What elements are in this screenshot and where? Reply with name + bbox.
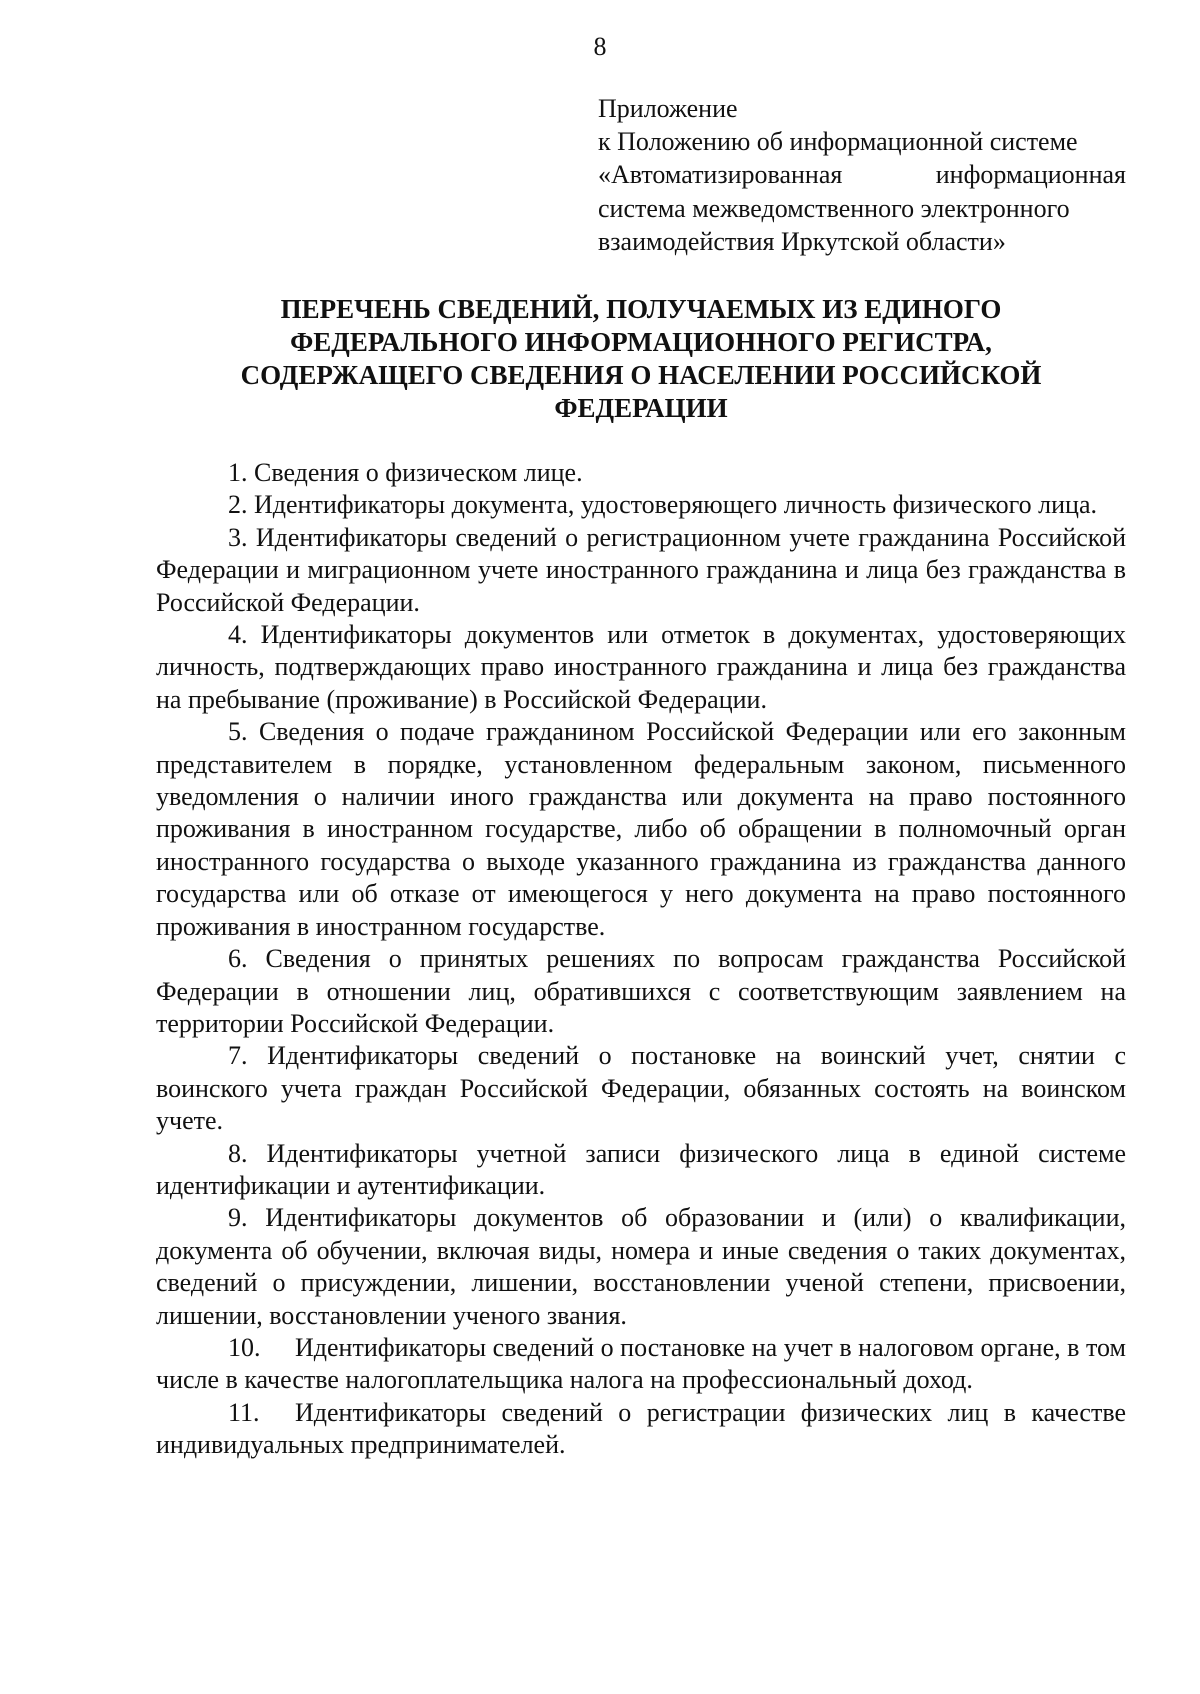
item-number: 4.	[228, 620, 248, 650]
item-number: 1.	[228, 458, 248, 487]
appendix-line: к Положению об информационной системе	[598, 127, 1078, 157]
title-line: ФЕДЕРАЦИИ	[554, 393, 728, 423]
item-text: Идентификаторы документов об образовании и (или) о квалификации, документа об обучении, включая виды, номера и иные сведения о таких документах, сведений о присуждении, лишении, восстановлении ученой степени, присвоении, лишении, восстановлении ученого звания.	[156, 1203, 1127, 1330]
list-item	[156, 522, 1126, 619]
list-item	[156, 489, 1126, 521]
item-number: 5.	[228, 717, 248, 747]
item-number: 11.	[228, 1397, 260, 1427]
item-text: Сведения о принятых решениях по вопросам гражданства Российской Федерации в отношении лиц, обратившихся с соответствующим заявлением на территории Российской Федерации.	[156, 944, 1126, 1038]
list-item	[156, 943, 1126, 1040]
item-text: Идентификаторы сведений о регистрации физических лиц в качестве индивидуальных предпринимателей.	[156, 1397, 1126, 1460]
items-list	[156, 457, 1126, 1462]
item-number: 3.	[228, 522, 248, 552]
item-number: 6.	[228, 944, 248, 974]
appendix-line: взаимодействия Иркутской области»	[598, 226, 1006, 256]
appendix-header	[598, 92, 1126, 258]
list-item	[156, 457, 1126, 489]
appendix-line: система межведомственного электронного	[598, 193, 1070, 223]
item-text: Идентификаторы документа, удостоверяющего личность физического лица.	[254, 490, 1097, 520]
list-item	[156, 619, 1126, 716]
list-item	[156, 1202, 1126, 1332]
item-number: 8.	[228, 1138, 248, 1168]
item-number: 7.	[228, 1041, 248, 1071]
list-item	[156, 1040, 1126, 1137]
item-text: Сведения о подаче гражданином Российской Федерации или его законным представителем в порядке, установленном федеральным законом, письменного уведомления о наличии иного гражданства или документа на право постоянного проживания в иностранном государстве, либо об обращении в полномочный орган иностранного государства о выходе указанного гражданина из гражданства данного государства или об отказе от имеющегося у него документа на право постоянного проживания в иностранном государстве.	[156, 717, 1126, 941]
list-item	[156, 1138, 1126, 1203]
title-line: СОДЕРЖАЩЕГО СВЕДЕНИЯ О НАСЕЛЕНИИ РОССИЙСКОЙ	[240, 360, 1042, 390]
appendix-line: Приложение	[598, 94, 738, 123]
list-item	[156, 1332, 1126, 1397]
item-number: 2.	[228, 490, 248, 520]
list-item	[156, 716, 1126, 943]
page-number: 8	[593, 32, 607, 61]
item-number: 9.	[228, 1203, 248, 1233]
title-line: ФЕДЕРАЛЬНОГО ИНФОРМАЦИОННОГО РЕГИСТРА,	[290, 327, 992, 357]
item-text: Идентификаторы документов или отметок в документах, удостоверяющих личность, подтверждающих право иностранного гражданина и лица без гражданства на пребывание (проживание) в Российской Федерации.	[156, 620, 1126, 714]
title-line: ПЕРЕЧЕНЬ СВЕДЕНИЙ, ПОЛУЧАЕМЫХ ИЗ ЕДИНОГО	[280, 294, 1002, 324]
item-text: Идентификаторы сведений о постановке на учет в налоговом органе, в том числе в качестве налогоплательщика налога на профессиональный доход.	[156, 1332, 1126, 1395]
item-text: Идентификаторы сведений о постановке на воинский учет, снятии с воинского учета граждан Российской Федерации, обязанных состоять на воинском учете.	[156, 1041, 1127, 1136]
item-text: Сведения о физическом лице.	[254, 458, 583, 487]
document-title	[156, 293, 1126, 425]
item-number: 10.	[228, 1332, 261, 1362]
list-item	[156, 1397, 1126, 1462]
item-text: Идентификаторы сведений о регистрационном учете гражданина Российской Федерации и миграционном учете иностранного гражданина и лица без гражданства в Российской Федерации.	[156, 522, 1127, 617]
appendix-line: «Автоматизированная информационная	[598, 160, 1126, 190]
item-text: Идентификаторы учетной записи физического лица в единой системе идентификации и аутентификации.	[156, 1138, 1126, 1200]
